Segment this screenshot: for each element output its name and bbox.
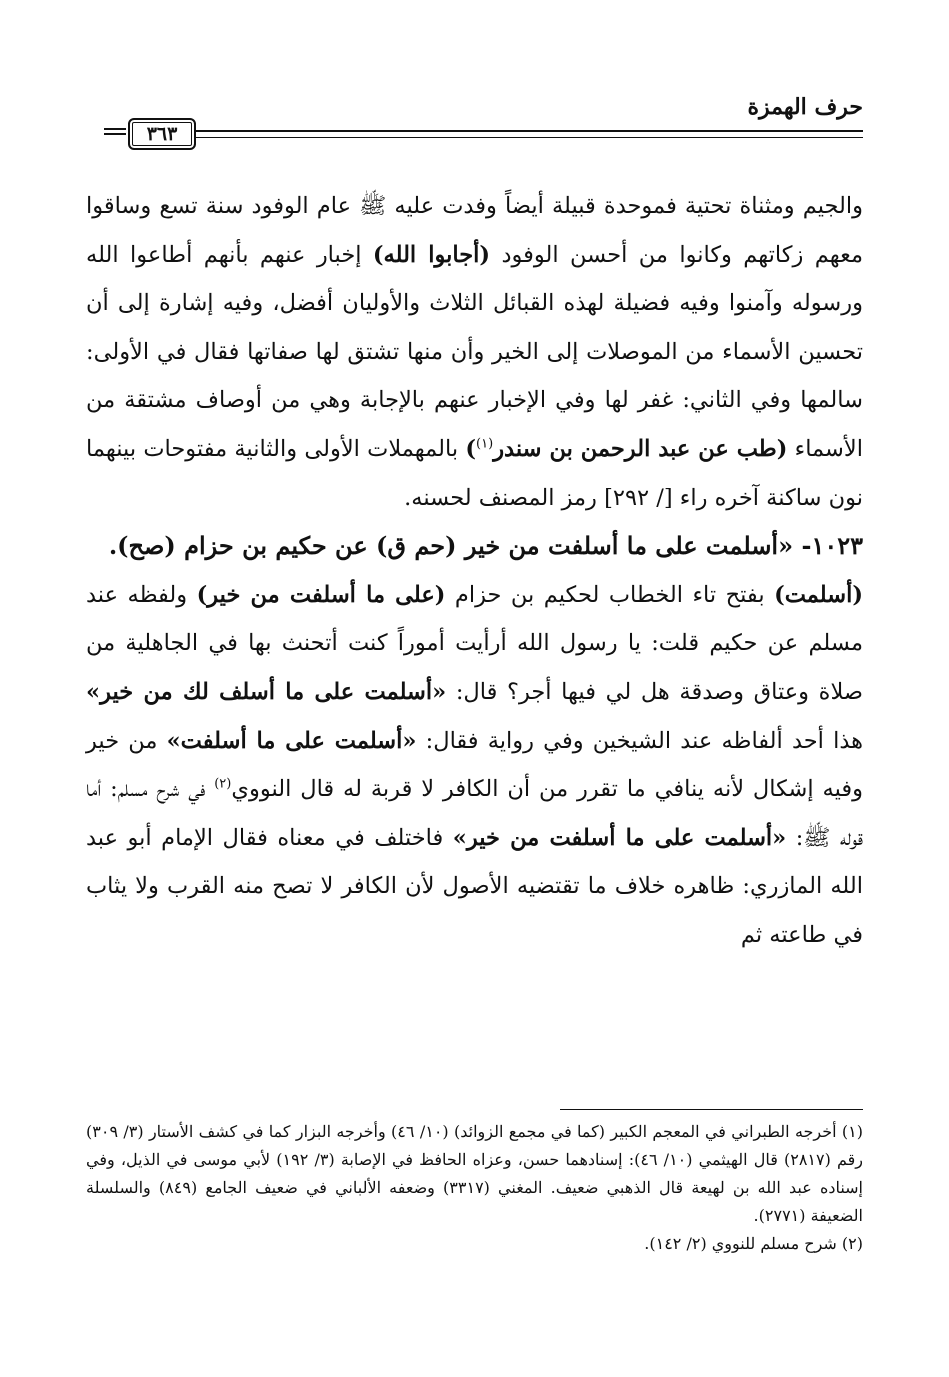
footnote-1: (١) أخرجه الطبراني في المعجم الكبير (كما في مجمع الزوائد) (١٠/ ٤٦) وأخرجه البزار كما في كشف الأستار (٣/ ٣٠٩) رقم (٢٨١٧) قال الهيثمي (١٠/ ٤٦): إسنادهما حسن، وعزاه الحافظ في الإصابة (٣/ ١٩٢) لأبي موسى في الذيل، وفي إسناده عبد الله بن لهيعة قال الذهبي ضعيف. المغني (٣٣١٧) وضعفه الألباني في ضعيف الجامع (٨٤٩) والسلسلة الضعيفة (٢٧٧١). xyxy=(86,1122,864,1225)
running-title: حرف الهمزة xyxy=(747,94,863,120)
hadith-number: ١٠٢٣- xyxy=(793,531,863,561)
footnote-2: (٢) شرح مسلم للنووي (٢/ ١٤٢). xyxy=(644,1234,863,1253)
header-rule-thin xyxy=(192,137,863,138)
paragraph-commentary-1: والجيم ومثناة تحتية فموحدة قبيلة أيضاً وفدت عليه ﷺ عام الوفود سنة تسع وساقوا معهم زكاتهم وكانوا من أحسن الوفود (أجابوا الله) إخبار عنهم بأنهم أطاعوا الله ورسوله وآمنوا وفيه فضيلة لهذه القبائل الثلاث والأوليان أفضل، وفيه إشارة إلى أن تحسين الأسماء من الموصلات إلى الخير وأن منها تشتق لها صفاتها فقال في الأولى: سالمها وفي الثاني: غفر لها وفي الإخبار عنهم بالإجابة وهي من أوصاف مشتقة من الأسماء (طب عن عبد الرحمن بن سندر$^{(١)}$) بالمهملات الأولى والثانية مفتوحات بينهما نون ساكنة آخره راء [/ ٢٩٢] رمز المصنف لحسنه. xyxy=(86,193,863,511)
footnote-separator xyxy=(560,1109,863,1110)
bold-quote: «أسلمت على ما أسلف لك من خير» xyxy=(86,678,447,705)
footnotes xyxy=(86,1118,863,1258)
bold-source: (طب عن عبد الرحمن بن سندر xyxy=(493,435,788,462)
main-text xyxy=(86,182,863,960)
rule-ornament xyxy=(104,128,126,140)
bold-quote: «أسلمت على ما أسلفت» xyxy=(166,727,417,754)
hadith-entry xyxy=(86,522,863,571)
bold-quote: «أسلمت على ما أسلفت من خير» xyxy=(452,824,787,851)
bold-quote: (على ما أسلفت من خير) xyxy=(196,581,446,608)
footnote-marker-2[interactable]: (٢) xyxy=(214,776,232,792)
paragraph-commentary-2: (أسلمت) بفتح تاء الخطاب لحكيم بن حزام (على ما أسلفت من خير) ولفظه عند مسلم عن حكيم قلت: يا رسول الله أرأيت أموراً كنت أتحنث بها في الجاهلية من صلاة وعتاق وصدقة هل لي فيها أجر؟ قال: «أسلمت على ما أسلف لك من خير» هذا أحد ألفاظه عند الشيخين وفي رواية فقال: «أسلمت على ما أسلفت» من خير وفيه إشكال لأنه ينافي ما تقرر من أن الكافر لا قربة له قال النووي$^{(٢)}$ في شرح مسلم: أما قوله ﷺ: «أسلمت على ما أسلفت من خير» فاختلف في معناه فقال الإمام أبو عبد الله المازري: ظاهره خلاف ما تقتضيه الأصول لأن الكافر لا تصح منه القرب ولا يثاب في طاعته ثم xyxy=(86,581,864,948)
bold-quote: (أسلمت) xyxy=(774,581,864,608)
page-number: ٣٦٣ xyxy=(128,118,196,150)
bold-quote: (أجابوا الله) xyxy=(372,241,491,268)
footnote-marker-1[interactable]: (١) xyxy=(476,436,494,452)
hadith-text: «أسلمت على ما أسلفت من خير (حم ق) عن حكيم بن حزام (صح). xyxy=(108,531,794,561)
header-rule xyxy=(192,130,863,132)
